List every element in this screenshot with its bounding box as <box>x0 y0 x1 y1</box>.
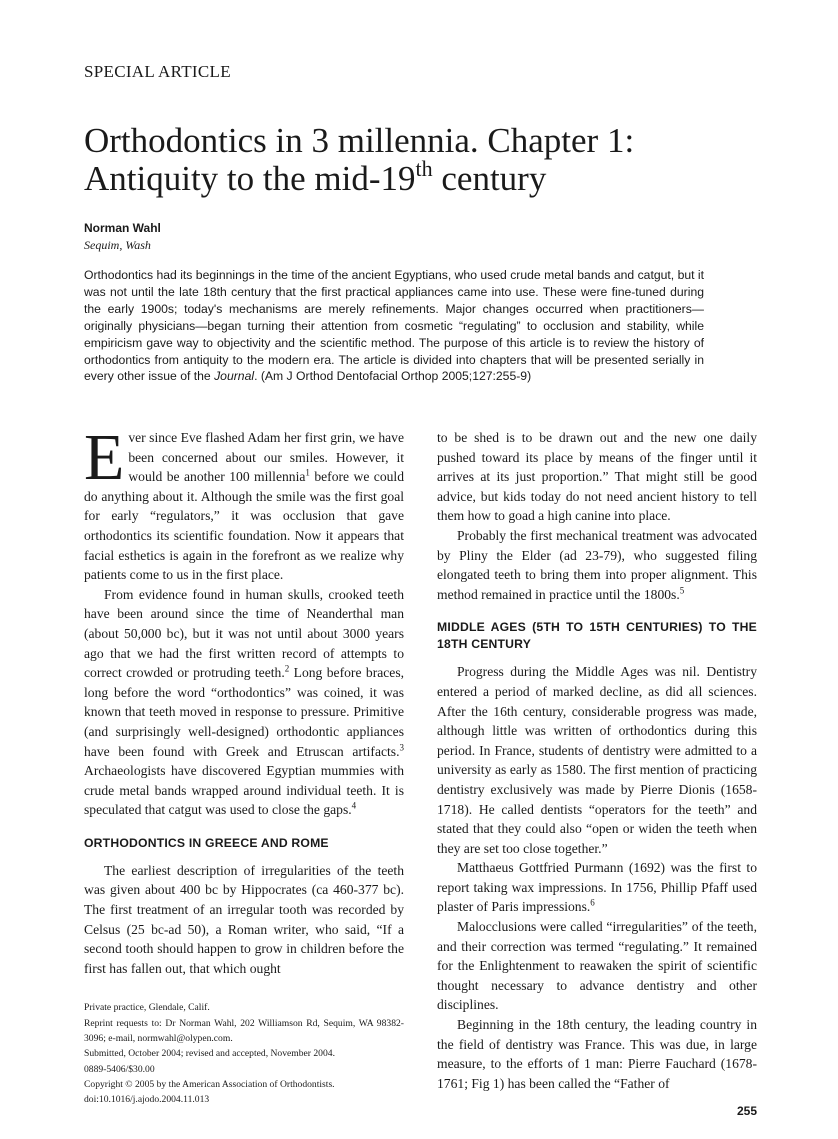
paragraph <box>437 526 757 604</box>
title-text: century <box>432 159 547 198</box>
footnote-line: doi:10.1016/j.ajodo.2004.11.013 <box>84 1094 210 1106</box>
section-heading: ORTHODONTICS IN GREECE AND ROME <box>84 835 329 850</box>
abstract-journal: Journal <box>214 369 255 384</box>
reference-superscript: 2 <box>284 663 290 674</box>
paragraph <box>84 861 404 979</box>
footnote-line: 0889-5406/$30.00 <box>84 1063 155 1075</box>
reference-superscript: 5 <box>679 585 685 596</box>
reference-superscript: 3 <box>399 741 404 752</box>
title-text: Antiquity to the mid-19 <box>84 159 416 198</box>
paragraph-text: Long before braces, long before the word “orthodontics” was coined, it was known that teeth moved in response to pressure. Primitive (and surprisingly well-designed) orthodontic appliances have been found with Greek and Etruscan artifacts. <box>84 665 405 759</box>
paragraph-text: Malocclusions were called “irregularities” of the teeth, and their correction was termed “regulating.” It remained for the Enlightenment to reawaken the spirit of scientific thought necessary to advance dentistry and other disciplines. <box>437 919 757 1013</box>
paragraph-text: to be shed is to be drawn out and the new one daily pushed toward its place by means of the finger until it arrives at its just proportion.” That might still be good advice, but kids today do not need ancient history to tell them how to goad a high canine into place. <box>437 430 757 524</box>
paragraph-text: before we could do anything about it. Although the smile was the first goal for early “regulators,” it was occlusion that gave orthodontics its scientific foundation. Now it appears that facial esthetics is again in the forefront as we realize why patients come to us in the first place. <box>84 469 404 583</box>
right-column <box>437 428 757 1139</box>
paragraph <box>84 421 404 585</box>
right-column-body <box>437 428 757 1093</box>
abstract-text: Orthodontics had its beginnings in the time of the ancient Egyptians, who used crude metal bands and catgut, but it was not until the late 18th century that the first practical appliances came into use. These were fine-tuned during the early 1900s; today's mechanisms are merely refinements. Major changes occurred when practitioners—originally physicians—began turning their attention from cosmetic “regulating” to occlusion and stability, while empiricism gave way to objectivity and the scientific method. The purpose of this article is to review the history of orthodontics from antiquity to the modern era. The article is divided into chapters that will be presented serially in every other issue of the <box>84 268 704 384</box>
paragraph <box>437 428 757 526</box>
reference-superscript: 6 <box>590 897 595 908</box>
footnote-line: Reprint requests to: Dr Norman Wahl, 202 Williamson Rd, Sequim, WA 98382-3096; e-mail, normwahl@olypen.com. <box>84 1017 404 1045</box>
abstract <box>84 267 704 385</box>
footnote-line: Submitted, October 2004; revised and accepted, November 2004. <box>84 1048 335 1060</box>
paragraph-text: ver since Eve flashed Adam her first grin, we have been concerned about our smiles. However, it would be another 100 millennia <box>128 430 404 485</box>
author-affiliation: Sequim, Wash <box>84 238 151 252</box>
paragraph-text: Matthaeus Gottfried Purmann (1692) was the first to report taking wax impressions. In 1756, Phillip Pfaff used plaster of Paris impressions. <box>437 860 757 915</box>
footnote-line: Copyright © 2005 by the American Association of Orthodontists. <box>84 1078 335 1090</box>
section-heading: MIDDLE AGES (5TH TO 15TH CENTURIES) TO THE 18TH CENTURY <box>437 620 757 652</box>
paragraph-text: The earliest description of irregularities of the teeth was given about 400 bc by Hippocrates (ca 460-377 bc). The first treatment of an irregular tooth was recorded by Celsus (25 bc-ad 50), a Roman writer, who said, “If a second tooth should happen to grow in children before the first has fallen out, that which ought <box>84 862 404 976</box>
reference-superscript: 1 <box>305 467 310 478</box>
section-label: SPECIAL ARTICLE <box>84 62 231 81</box>
paragraph-text: Beginning in the 18th century, the leading country in the field of dentistry was France. This was due, in large measure, to the efforts of 1 man: Pierre Fauchard (1678-1761; Fig 1) has been called the “Father of <box>437 1017 757 1091</box>
title-line-2 <box>84 156 784 198</box>
paragraph-text: From evidence found in human skulls, crooked teeth have been around since the time of Neanderthal man (about 50,000 bc), but it was not until about 3000 years ago that we had the first written record of attempts to correct crowded or protruding teeth. <box>84 586 404 681</box>
drop-cap: E <box>84 421 125 494</box>
reference-superscript: 4 <box>351 800 357 811</box>
paragraph <box>437 917 757 1015</box>
abstract-citation: . (Am J Orthod Dentofacial Orthop 2005;127:255-9) <box>254 369 532 384</box>
author-name: Norman Wahl <box>84 221 161 235</box>
left-column-body <box>84 421 405 978</box>
title-line-1: Orthodontics in 3 millennia. Chapter 1: <box>84 121 635 160</box>
paragraph-text: Archaeologists have discovered Egyptian mummies with crude metal bands wrapped around individual teeth. It is speculated that catgut was used to close the gaps. <box>84 763 404 818</box>
article-title <box>84 122 784 198</box>
paragraph <box>437 662 757 858</box>
footnote-line: Private practice, Glendale, Calif. <box>84 1002 210 1014</box>
footnotes <box>84 1000 404 1107</box>
left-column <box>84 421 405 1128</box>
paragraph-text: Progress during the Middle Ages was nil. Dentistry entered a period of marked decline, as did all sciences. After the 16th century, considerable progress was made, although little was written of orthodontics during this period. In France, students of dentistry were admitted to a university as early as 1580. The first mention of practicing dentistry exclusively was made by Pierre Dionis (1658-1718). He called dentists “operators for the teeth” and stated that they could also “open or widen the teeth when they are set too close together.” <box>437 664 757 856</box>
paragraph-text: Probably the first mechanical treatment was advocated by Pliny the Elder (ad 23-79), who suggested filing elongated teeth to bring them into proper alignment. This method remained in practice until the 1800s. <box>437 527 757 602</box>
paragraph <box>84 585 404 820</box>
page-number: 255 <box>736 1104 757 1119</box>
title-superscript: th <box>415 156 433 181</box>
paragraph <box>437 858 757 917</box>
paragraph <box>437 1015 757 1093</box>
